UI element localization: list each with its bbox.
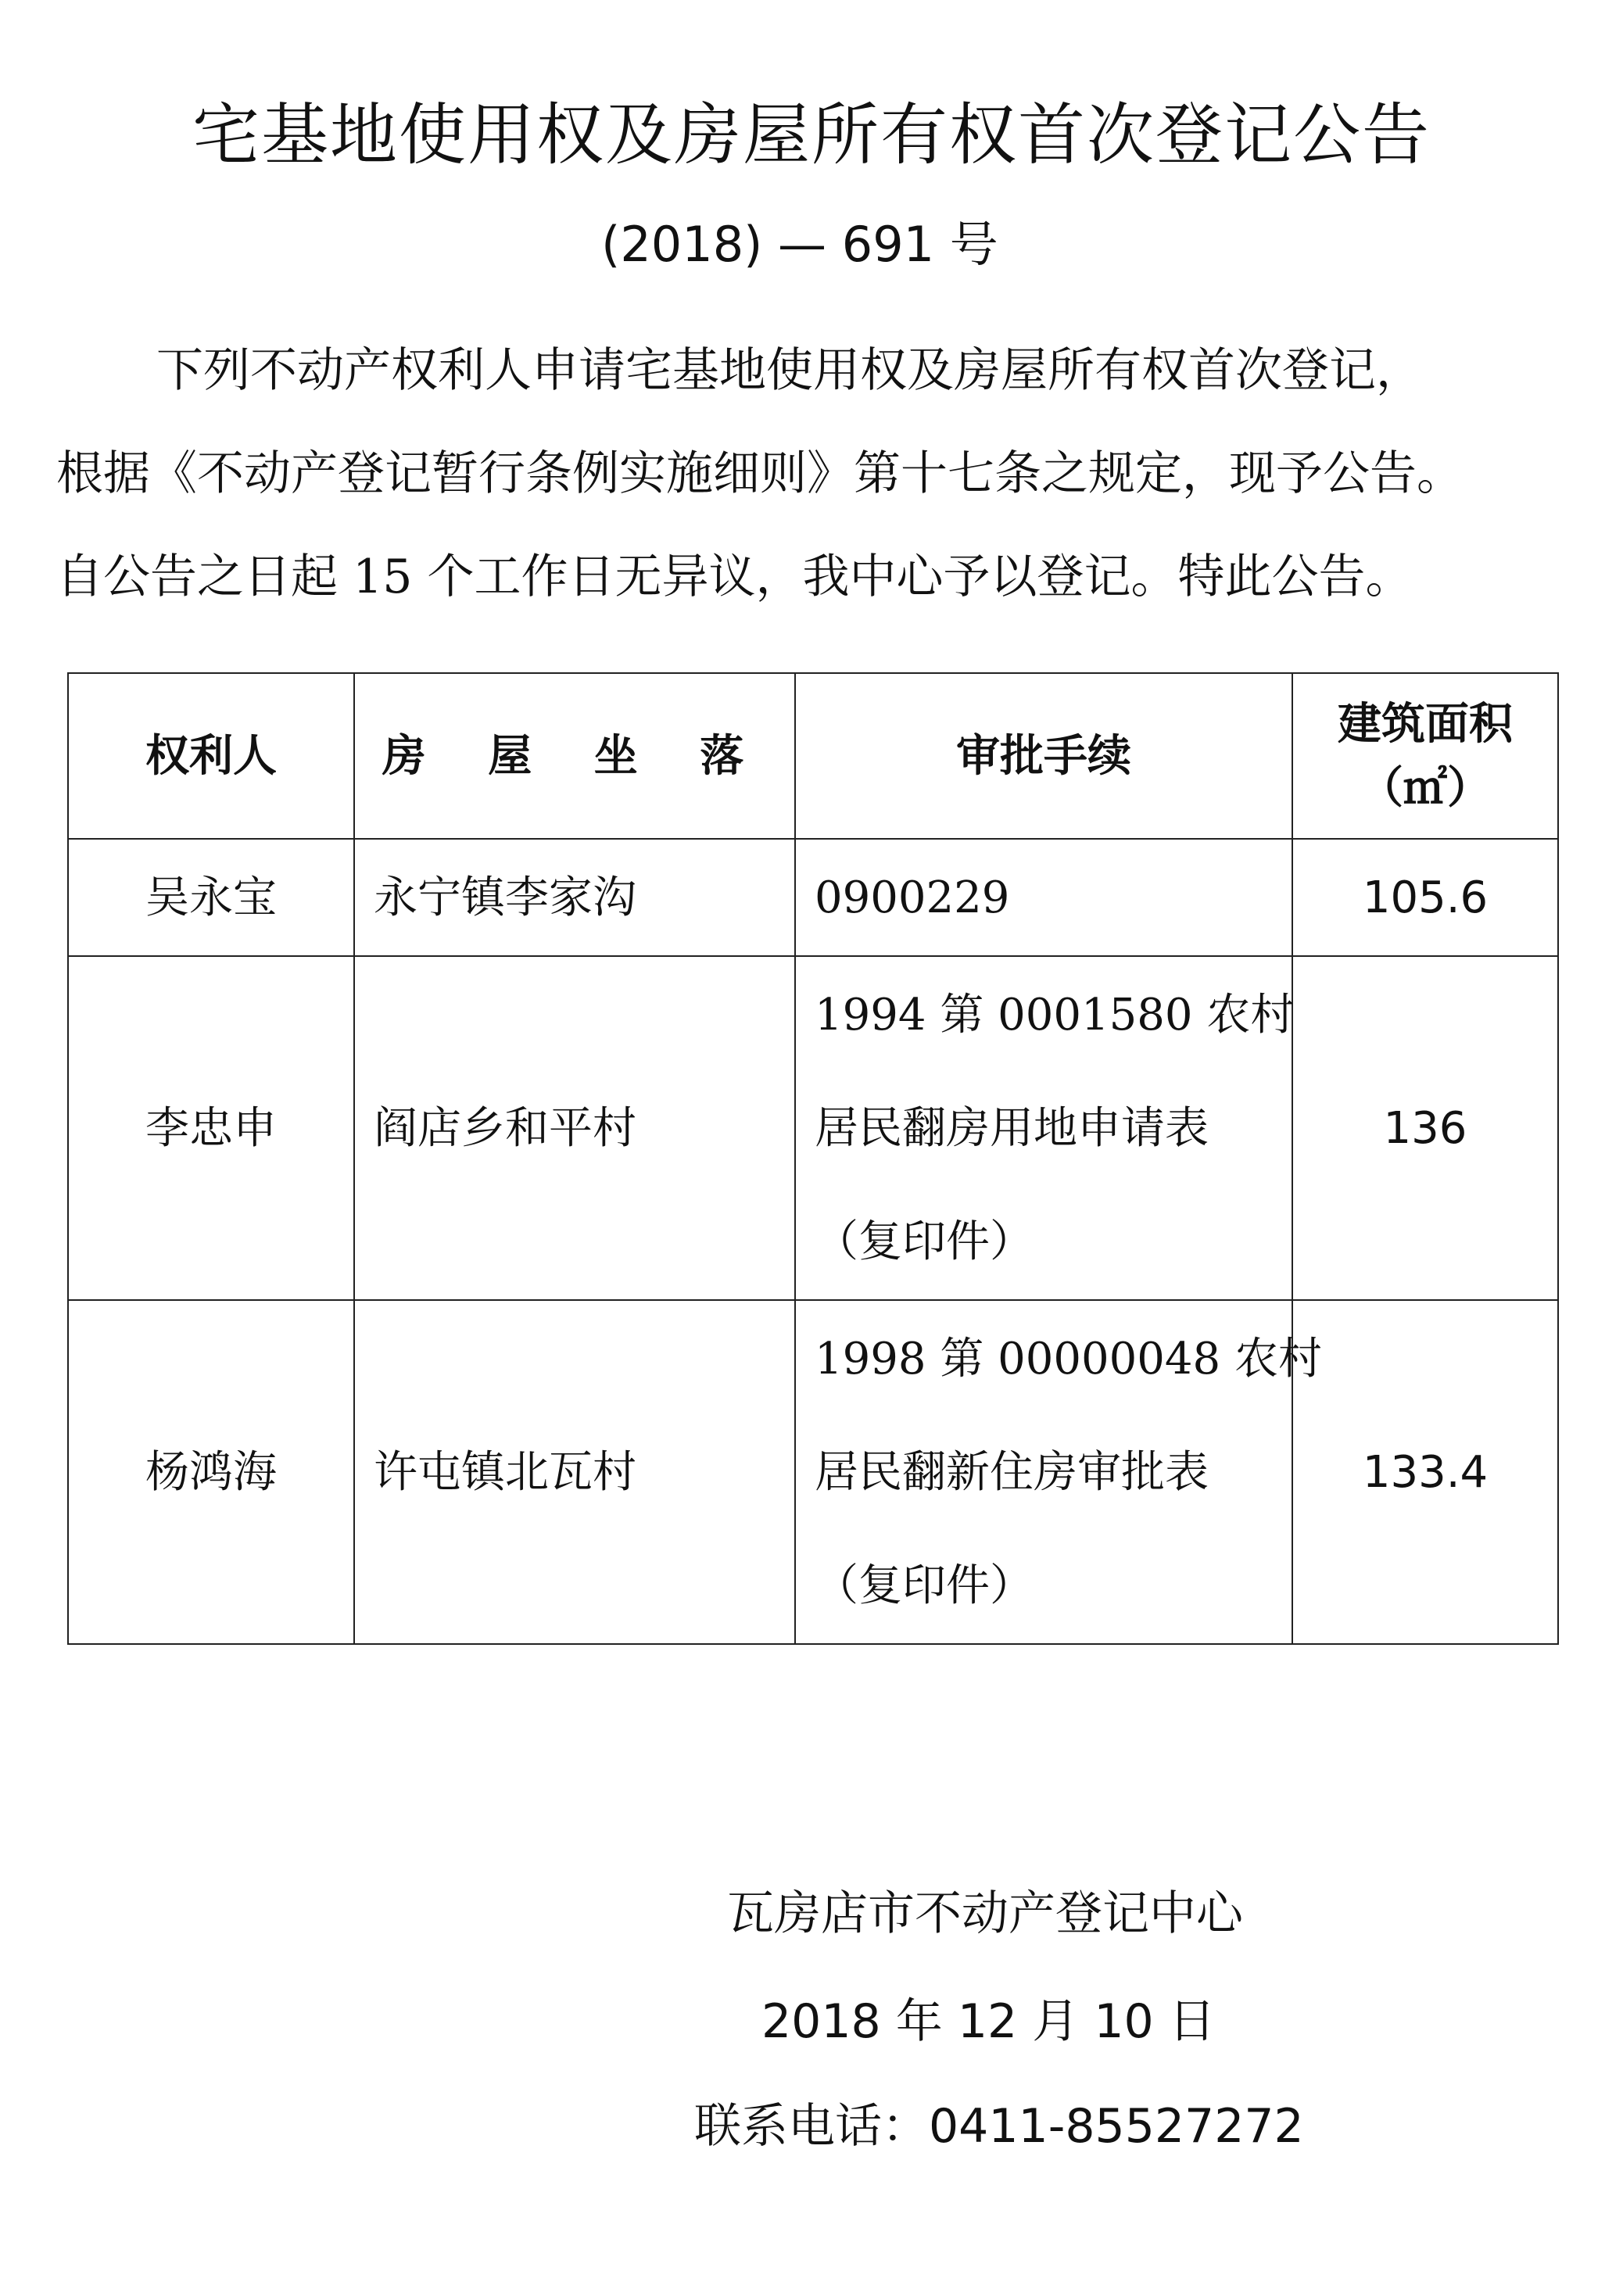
approval-line: 0900229: [815, 872, 1010, 923]
cell-area: 136: [1292, 956, 1558, 1300]
cell-holder: 杨鸿海: [68, 1300, 354, 1644]
registration-table: [67, 672, 1559, 1645]
approval-line: 1998 第 00000048 农村: [815, 1333, 1322, 1384]
cell-location: 许屯镇北瓦村: [354, 1300, 795, 1644]
approval-line: （复印件）: [815, 1560, 1034, 1611]
paragraph-line-2: 根据《不动产登记暂行条例实施细则》第十七条之规定，现予公告。: [56, 446, 1464, 501]
cell-area: 133.4: [1292, 1300, 1558, 1644]
paragraph-line-1: 下列不动产权利人申请宅基地使用权及房屋所有权首次登记，: [156, 343, 1423, 398]
header-holder: 权利人: [68, 673, 354, 839]
cell-location: 阎店乡和平村: [354, 956, 795, 1300]
approval-line: （复印件）: [815, 1216, 1034, 1267]
header-area-unit: （㎡）: [1360, 762, 1491, 814]
table-header-row: [68, 673, 1558, 839]
issue-date: 2018 年 12 月 10 日: [761, 1994, 1216, 2049]
table-row: [68, 1300, 1558, 1644]
approval-line: 居民翻新住房审批表: [815, 1446, 1209, 1498]
header-area-label: 建筑面积: [1338, 698, 1513, 750]
cell-holder: 李忠申: [68, 956, 354, 1300]
header-approval: 审批手续: [795, 673, 1292, 839]
cell-approval: [795, 956, 1295, 1300]
approval-line: 1994 第 0001580 农村: [815, 989, 1295, 1041]
table-row: [68, 839, 1558, 956]
contact-phone: 联系电话：0411-85527272: [694, 2099, 1304, 2154]
paragraph-line-3: 自公告之日起 15 个工作日无异议，我中心予以登记。特此公告。: [56, 550, 1413, 604]
header-location: [354, 673, 795, 839]
cell-approval: [795, 839, 1292, 956]
header-location-label: 房 屋 坐 落: [382, 730, 768, 782]
notice-title: 宅基地使用权及房屋所有权首次登记公告: [192, 96, 1431, 174]
issuing-organization: 瓦房店市不动产登记中心: [727, 1886, 1243, 1941]
header-area: [1292, 673, 1558, 839]
cell-holder: 吴永宝: [68, 839, 354, 956]
cell-approval: [795, 1300, 1322, 1644]
cell-location: 永宁镇李家沟: [354, 839, 795, 956]
table-row: [68, 956, 1558, 1300]
cell-area: 105.6: [1292, 839, 1558, 956]
approval-line: 居民翻房用地申请表: [815, 1102, 1209, 1154]
notice-paragraph: [56, 319, 1581, 629]
notice-number: (2018) — 691 号: [601, 216, 998, 273]
